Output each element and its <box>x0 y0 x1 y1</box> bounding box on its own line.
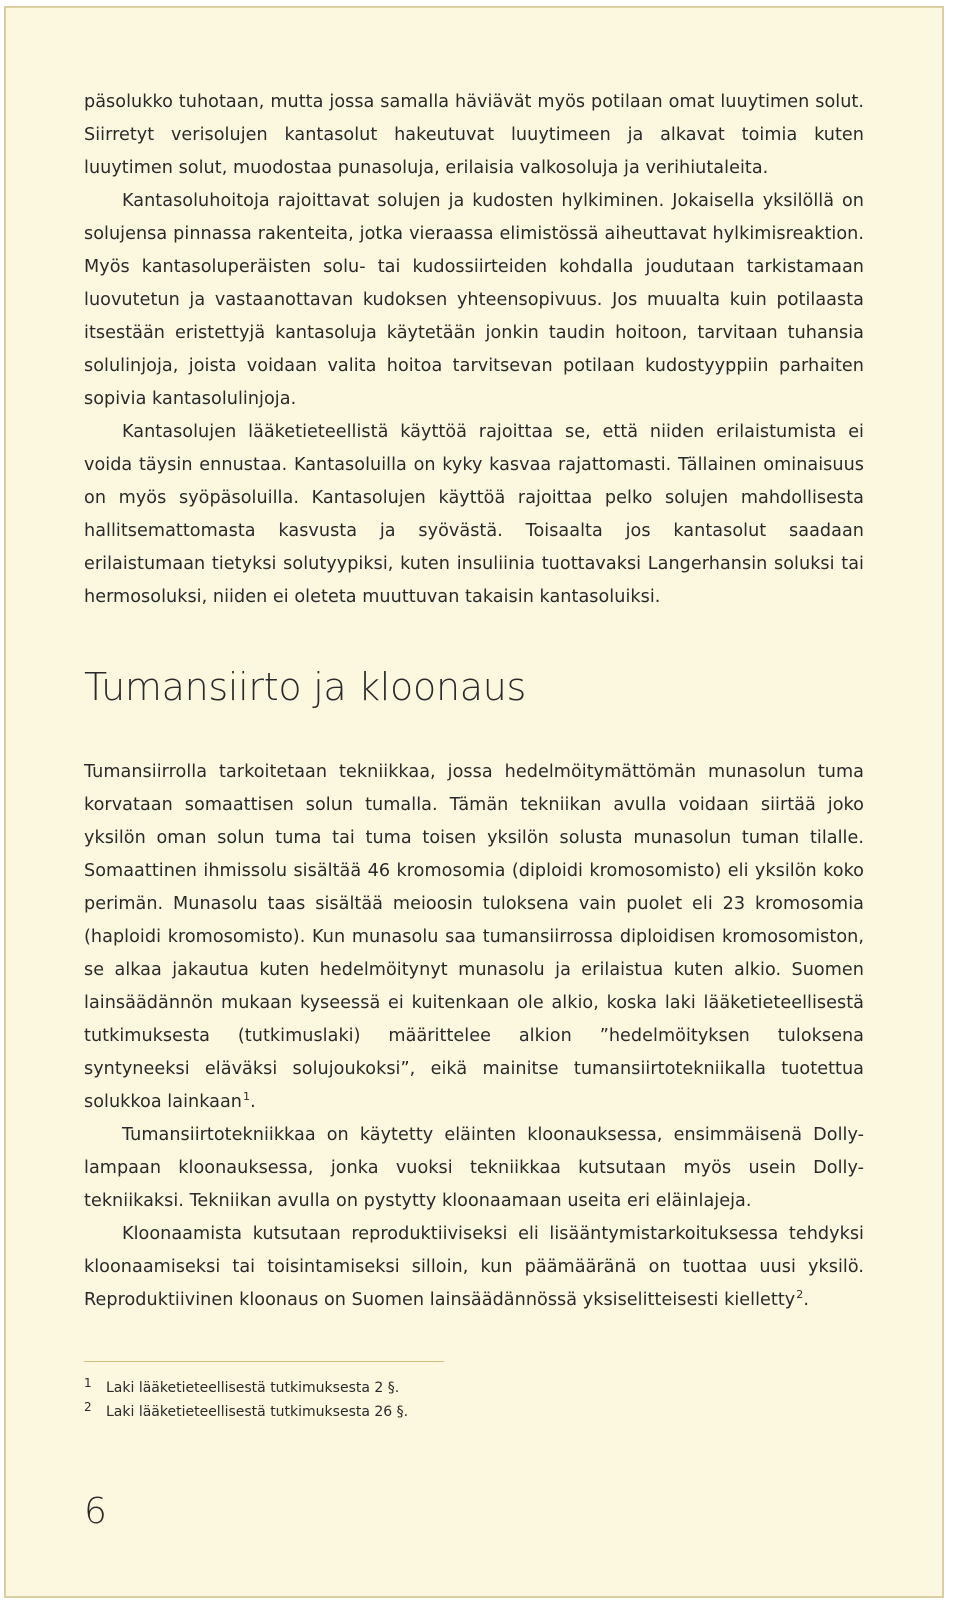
footnote-number: 1 <box>84 1376 92 1390</box>
paragraph-text: Kloonaamista kutsutaan reproduktiiviseksi eli lisääntymistarkoituksessa tehdyksi kloonaamiseksi tai toisintamiseksi silloin, kun päämääränä on tuottaa uusi yksilö. Reproduktiivinen kloonaus on Suomen lainsäädännössä yksiselitteisesti kielletty <box>84 1224 864 1310</box>
footnote <box>84 1376 864 1400</box>
paragraph: Kantasolujen lääketieteellistä käyttöä rajoittaa se, että niiden erilaistumista ei voida täysin ennustaa. Kantasoluilla on kyky kasvaa rajattomasti. Tällainen ominaisuus on myös syöpäsoluilla. Kantasolujen käyttöä rajoittaa pelko solujen mahdollisesta hallitsemattomasta kasvusta ja syövästä. Toisaalta jos kantasolut saadaan erilaistumaan tietyksi solutyypiksi, kuten insuliinia tuottavaksi Langerhansin soluksi tai hermosoluksi, niiden ei oleteta muuttuvan takaisin kantasoluiksi. <box>84 422 864 607</box>
section-stem-cell-treatments <box>84 86 864 614</box>
paragraph: Kantasoluhoitoja rajoittavat solujen ja kudosten hylkiminen. Jokaisella yksilöllä on solujensa pinnassa rakenteita, jotka vieraassa elimistössä aiheuttavat hylkimisreaktion. Myös kantasoluperäisten solu- tai kudossiirteiden kohdalla joudutaan tarkistamaan luovutetun ja vastaanottavan kudoksen yhteensopivuus. Jos muualta kuin potilaasta itsestään eristettyjä kantasoluja käytetään jonkin taudin hoitoon, tarvitaan tuhansia solulinjoja, joista voidaan valita hoitoa tarvitsevan potilaan kudostyyppiin parhaiten sopivia kantasolulinjoja. <box>84 191 864 409</box>
footnote-reference[interactable]: 1 <box>243 1090 251 1103</box>
footnote-divider <box>84 1361 444 1362</box>
paragraph <box>84 1218 864 1317</box>
page-content <box>84 86 864 1424</box>
footnotes <box>84 1376 864 1424</box>
paragraph: päsolukko tuhotaan, mutta jossa samalla häviävät myös potilaan omat luuytimen solut. Siirretyt verisolujen kantasolut hakeutuvat luuytimeen ja alkavat toimia kuten luuytimen solut, muodostaa punasoluja, erilaisia valkosoluja ja verihiutaleita. <box>84 92 864 178</box>
footnote-number: 2 <box>84 1400 92 1414</box>
paragraph <box>84 756 864 1119</box>
paragraph: Tumansiirtotekniikkaa on käytetty eläinten kloonauksessa, ensimmäisenä Dolly-lampaan kloonauksessa, jonka vuoksi tekniikkaa kutsutaan myös usein Dolly-tekniikaksi. Tekniikan avulla on pystytty kloonaamaan useita eri eläinlajeja. <box>84 1125 864 1211</box>
paragraph-text: Tumansiirrolla tarkoitetaan tekniikkaa, jossa hedelmöitymättömän munasolun tuma korvataan somaattisen solun tumalla. Tämän tekniikan avulla voidaan siirtää joko yksilön oman solun tuma tai tuma toisen yksilön solusta munasolun tuman tilalle. Somaattinen ihmissolu sisältää 46 kromosomia (diploidi kromosomisto) eli yksilön koko perimän. Munasolu taas sisältää meioosin tuloksena vain puolet eli 23 kromosomia (haploidi kromosomisto). Kun munasolu saa tumansiirrossa diploidisen kromosomiston, se alkaa jakautua kuten hedelmöitynyt munasolu ja erilaistua kuten alkio. Suomen lainsäädännön mukaan kyseessä ei kuitenkaan ole alkio, koska laki lääketieteellisestä tutkimuksesta (tutkimuslaki) määrittelee alkion ”hedelmöityksen tuloksena syntyneeksi eläväksi solujoukoksi”, eikä mainitse tumansiirtotekniikalla tuotettua solukkoa lainkaan <box>84 762 864 1112</box>
document-page <box>4 6 944 1598</box>
footnote-text: Laki lääketieteellisestä tutkimuksesta 2 §. <box>106 1380 400 1396</box>
footnote <box>84 1400 864 1424</box>
section-nuclear-transfer <box>84 756 864 1317</box>
footnote-text: Laki lääketieteellisestä tutkimuksesta 26 §. <box>106 1404 409 1420</box>
section-heading: Tumansiirto ja kloonaus <box>84 665 527 709</box>
page-number: 6 <box>84 1491 107 1532</box>
footnote-reference[interactable]: 2 <box>796 1288 804 1301</box>
paragraph-end: . <box>250 1092 256 1112</box>
paragraph-end: . <box>803 1290 809 1310</box>
